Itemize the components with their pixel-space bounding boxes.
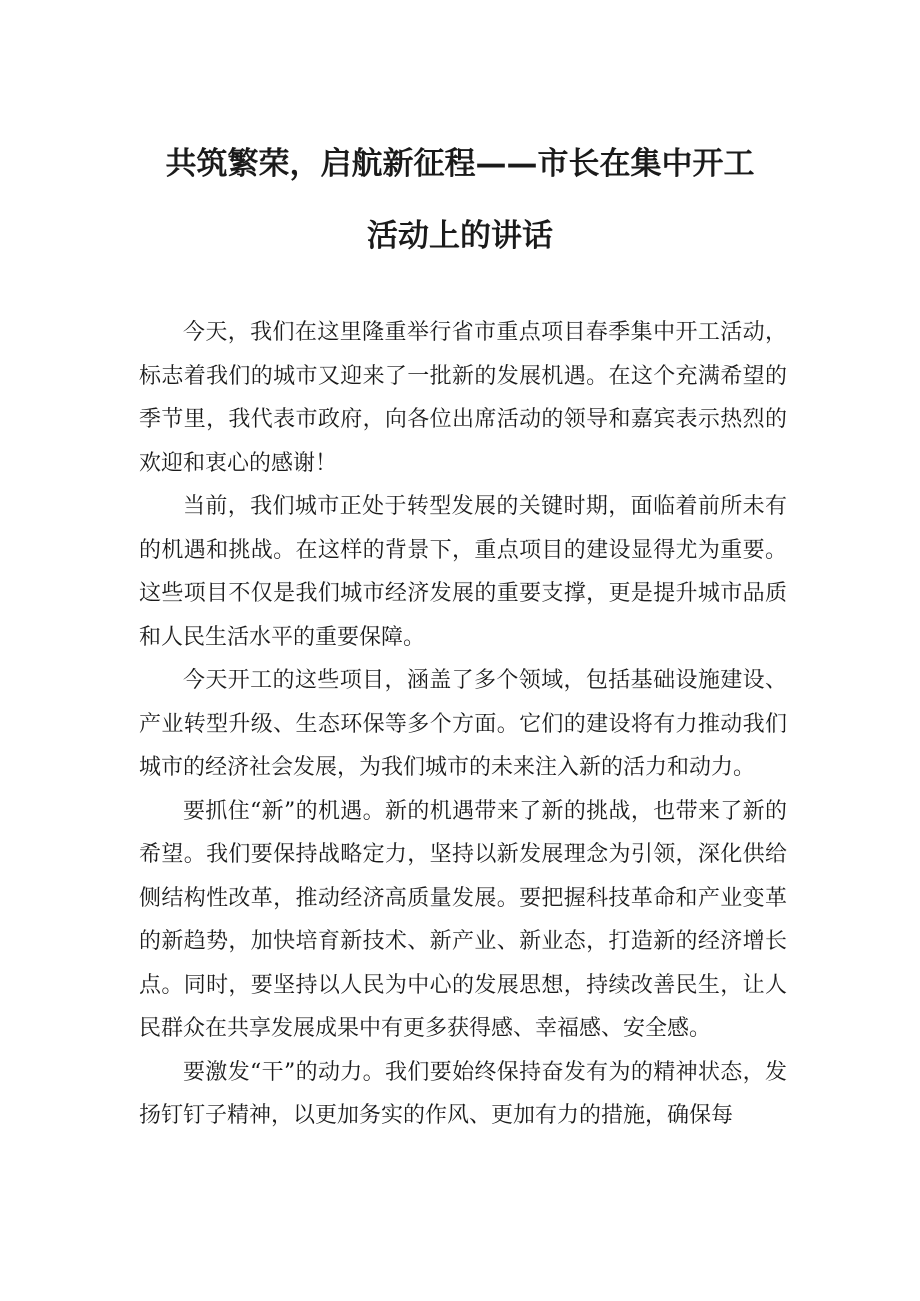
paragraph-opening: 今天，我们在这里隆重举行省市重点项目春季集中开工活动，标志着我们的城市又迎来了一批新的发展机遇。在这个充满希望的季节里，我代表市政府，向各位出席活动的领导和嘉宾表示热烈的欢迎和衷心的感谢！ bbox=[139, 320, 787, 476]
paragraph-new-opportunity: 要抓住“新”的机遇。新的机遇带来了新的挑战，也带来了新的希望。我们要保持战略定力，坚持以新发展理念为引领，深化供给侧结构性改革，推动经济高质量发展。要把握科技革命和产业变革的新趋势，加快培育新技术、新产业、新业态，打造新的经济增长点。同时，要坚持以人民为中心的发展思想，持续改善民生，让人民群众在共享发展成果中有更多获得感、幸福感、安全感。 bbox=[139, 798, 787, 1041]
document-body bbox=[139, 311, 787, 1138]
document-title-line-2: 活动上的讲话 bbox=[367, 218, 553, 254]
paragraph-projects-overview: 今天开工的这些项目，涵盖了多个领域，包括基础设施建设、产业转型升级、生态环保等多个方面。它们的建设将有力推动我们城市的经济社会发展，为我们城市的未来注入新的活力和动力。 bbox=[139, 668, 787, 780]
document-title-line-1: 共筑繁荣，启航新征程——市长在集中开工 bbox=[165, 146, 755, 182]
paragraph-action-drive: 要激发“干”的动力。我们要始终保持奋发有为的精神状态，发扬钉钉子精神，以更加务实的作风、更加有力的措施，确保每 bbox=[139, 1059, 787, 1128]
paragraph-current-situation: 当前，我们城市正处于转型发展的关键时期，面临着前所未有的机遇和挑战。在这样的背景下，重点项目的建设显得尤为重要。这些项目不仅是我们城市经济发展的重要支撑，更是提升城市品质和人民生活水平的重要保障。 bbox=[139, 494, 787, 650]
